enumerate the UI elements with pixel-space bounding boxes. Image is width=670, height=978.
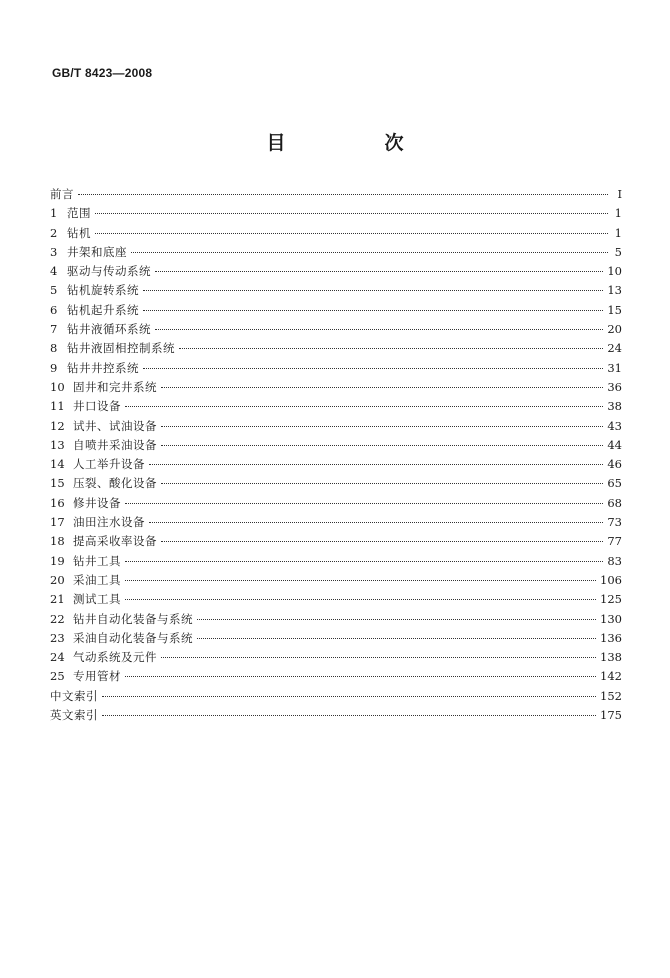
toc-entry-page: 36	[607, 379, 622, 394]
toc-entry-page: 83	[607, 553, 622, 568]
toc-dot-leader	[95, 212, 608, 214]
toc-entry-number: 15	[50, 476, 65, 491]
toc-entry-page: 44	[607, 437, 622, 452]
toc-entry-page: 31	[607, 360, 622, 375]
toc-entry[interactable]	[50, 687, 622, 706]
toc-dot-leader	[161, 482, 603, 484]
toc-entry-number: 21	[50, 592, 65, 607]
document-code: GB/T 8423—2008	[52, 66, 153, 80]
toc-dot-leader	[95, 232, 608, 234]
toc-dot-leader	[161, 425, 603, 427]
toc-entry[interactable]	[50, 397, 622, 416]
toc-entry[interactable]	[50, 185, 622, 204]
toc-entry-number: 24	[50, 650, 65, 665]
toc-entry-number: 9	[50, 360, 58, 375]
toc-entry[interactable]	[50, 378, 622, 397]
toc-entry[interactable]	[50, 339, 622, 358]
toc-entry[interactable]	[50, 301, 622, 320]
toc-entry-page: Ⅰ	[617, 187, 622, 201]
toc-entry-page: 77	[607, 534, 622, 549]
toc-dot-leader	[125, 579, 596, 581]
toc-entry-label: 前言	[50, 187, 74, 201]
toc-entry-label: 提高采收率设备	[73, 534, 157, 549]
toc-entry[interactable]	[50, 513, 622, 532]
toc-dot-leader	[125, 405, 603, 407]
toc-dot-leader	[161, 656, 596, 658]
toc-entry[interactable]	[50, 571, 622, 590]
toc-entry-label: 钻井工具	[73, 553, 121, 568]
toc-entry-label: 钻井液固相控制系统	[67, 341, 175, 356]
toc-entry-page: 68	[607, 495, 622, 510]
toc-entry-number: 14	[50, 457, 65, 472]
toc-dot-leader	[161, 540, 603, 542]
toc-entry-number: 16	[50, 495, 65, 510]
toc-dot-leader	[143, 309, 603, 311]
toc-entry[interactable]	[50, 706, 622, 725]
toc-entry-label: 测试工具	[73, 592, 121, 607]
toc-dot-leader	[143, 367, 603, 369]
toc-entry-page: 136	[600, 630, 622, 645]
toc-entry-label: 采油自动化装备与系统	[73, 630, 193, 645]
toc-entry[interactable]	[50, 320, 622, 339]
toc-entry[interactable]	[50, 224, 622, 243]
toc-entry-label: 钻井液循环系统	[67, 322, 151, 337]
toc-entry[interactable]	[50, 590, 622, 609]
toc-entry-page: 46	[607, 457, 622, 472]
toc-dot-leader	[131, 251, 608, 253]
toc-entry-label: 范围	[67, 206, 91, 221]
toc-entry[interactable]	[50, 474, 622, 493]
toc-dot-leader	[125, 598, 596, 600]
toc-entry-page: 175	[600, 708, 622, 723]
toc-entry-number: 19	[50, 553, 65, 568]
toc-entry-label: 压裂、酸化设备	[73, 476, 157, 491]
toc-entry-number: 7	[50, 322, 58, 337]
toc-entry-label: 钻井自动化装备与系统	[73, 611, 193, 626]
toc-entry-number: 22	[50, 611, 65, 626]
toc-entry-number: 18	[50, 534, 65, 549]
toc-entry-label: 人工举升设备	[73, 457, 145, 472]
toc-entry-number: 25	[50, 669, 65, 684]
toc-dot-leader	[179, 347, 603, 349]
toc-entry-page: 130	[600, 611, 622, 626]
toc-entry-page: 24	[607, 341, 622, 356]
table-of-contents	[50, 185, 622, 725]
toc-entry-label: 中文索引	[50, 688, 98, 703]
toc-entry[interactable]	[50, 359, 622, 378]
toc-entry-label: 修井设备	[73, 495, 121, 510]
toc-entry-number: 13	[50, 437, 65, 452]
toc-entry[interactable]	[50, 648, 622, 667]
toc-entry-label: 英文索引	[50, 708, 98, 723]
toc-entry-page: 43	[607, 418, 622, 433]
toc-dot-leader	[125, 560, 603, 562]
toc-dot-leader	[155, 328, 603, 330]
toc-entry-number: 5	[50, 283, 58, 298]
toc-entry-label: 钻井井控系统	[67, 360, 139, 375]
toc-entry[interactable]	[50, 610, 622, 629]
toc-entry[interactable]	[50, 494, 622, 513]
toc-entry[interactable]	[50, 204, 622, 223]
toc-entry-label: 钻机起升系统	[67, 302, 139, 317]
toc-entry[interactable]	[50, 436, 622, 455]
toc-entry-page: 38	[607, 399, 622, 414]
toc-entry-number: 11	[50, 399, 65, 414]
toc-entry-page: 1	[614, 225, 622, 240]
toc-entry-page: 10	[607, 264, 622, 279]
toc-entry-label: 试井、试油设备	[73, 418, 157, 433]
toc-entry-page: 106	[600, 572, 622, 587]
toc-entry[interactable]	[50, 455, 622, 474]
toc-entry-label: 钻机	[67, 225, 91, 240]
toc-entry[interactable]	[50, 417, 622, 436]
toc-entry-number: 6	[50, 302, 58, 317]
toc-entry-label: 井口设备	[73, 399, 121, 414]
toc-entry-label: 油田注水设备	[73, 515, 145, 530]
toc-entry[interactable]	[50, 629, 622, 648]
toc-dot-leader	[155, 270, 603, 272]
page-title: 目 次	[266, 132, 444, 154]
toc-entry-label: 专用管材	[73, 669, 121, 684]
toc-entry-page: 142	[600, 669, 622, 684]
toc-entry-number: 12	[50, 418, 65, 433]
toc-entry[interactable]	[50, 243, 622, 262]
toc-dot-leader	[78, 193, 608, 195]
toc-entry-page: 152	[600, 688, 622, 703]
toc-entry-page: 20	[607, 322, 622, 337]
toc-dot-leader	[125, 502, 603, 504]
toc-entry-label: 自喷井采油设备	[73, 437, 157, 452]
toc-entry-page: 1	[614, 206, 622, 221]
toc-entry-number: 8	[50, 341, 58, 356]
toc-entry-page: 15	[607, 302, 622, 317]
toc-dot-leader	[125, 675, 596, 677]
toc-dot-leader	[197, 618, 596, 620]
toc-entry-number: 4	[50, 264, 58, 279]
toc-entry-label: 采油工具	[73, 572, 121, 587]
toc-entry-number: 2	[50, 225, 58, 240]
toc-entry-number: 1	[50, 206, 58, 221]
toc-dot-leader	[149, 521, 603, 523]
toc-entry[interactable]	[50, 667, 622, 686]
toc-dot-leader	[197, 637, 596, 639]
toc-entry-page: 73	[607, 515, 622, 530]
toc-entry-label: 钻机旋转系统	[67, 283, 139, 298]
toc-entry-page: 65	[607, 476, 622, 491]
toc-entry-number: 3	[50, 244, 58, 259]
toc-entry[interactable]	[50, 281, 622, 300]
toc-entry-label: 气动系统及元件	[73, 650, 157, 665]
toc-entry-label: 井架和底座	[67, 244, 127, 259]
toc-entry[interactable]	[50, 532, 622, 551]
toc-entry-number: 20	[50, 572, 65, 587]
toc-dot-leader	[161, 386, 603, 388]
toc-dot-leader	[161, 444, 603, 446]
toc-dot-leader	[149, 463, 603, 465]
toc-dot-leader	[102, 714, 596, 716]
toc-entry-page: 5	[614, 244, 622, 259]
toc-entry-number: 10	[50, 379, 65, 394]
toc-dot-leader	[102, 695, 596, 697]
toc-entry-page: 13	[607, 283, 622, 298]
toc-entry[interactable]	[50, 552, 622, 571]
toc-entry-page: 138	[600, 650, 622, 665]
toc-entry-number: 17	[50, 515, 65, 530]
toc-entry-page: 125	[600, 592, 622, 607]
toc-entry[interactable]	[50, 262, 622, 281]
toc-entry-label: 固井和完井系统	[73, 379, 157, 394]
toc-dot-leader	[143, 289, 603, 291]
toc-entry-number: 23	[50, 630, 65, 645]
toc-entry-label: 驱动与传动系统	[67, 264, 151, 279]
